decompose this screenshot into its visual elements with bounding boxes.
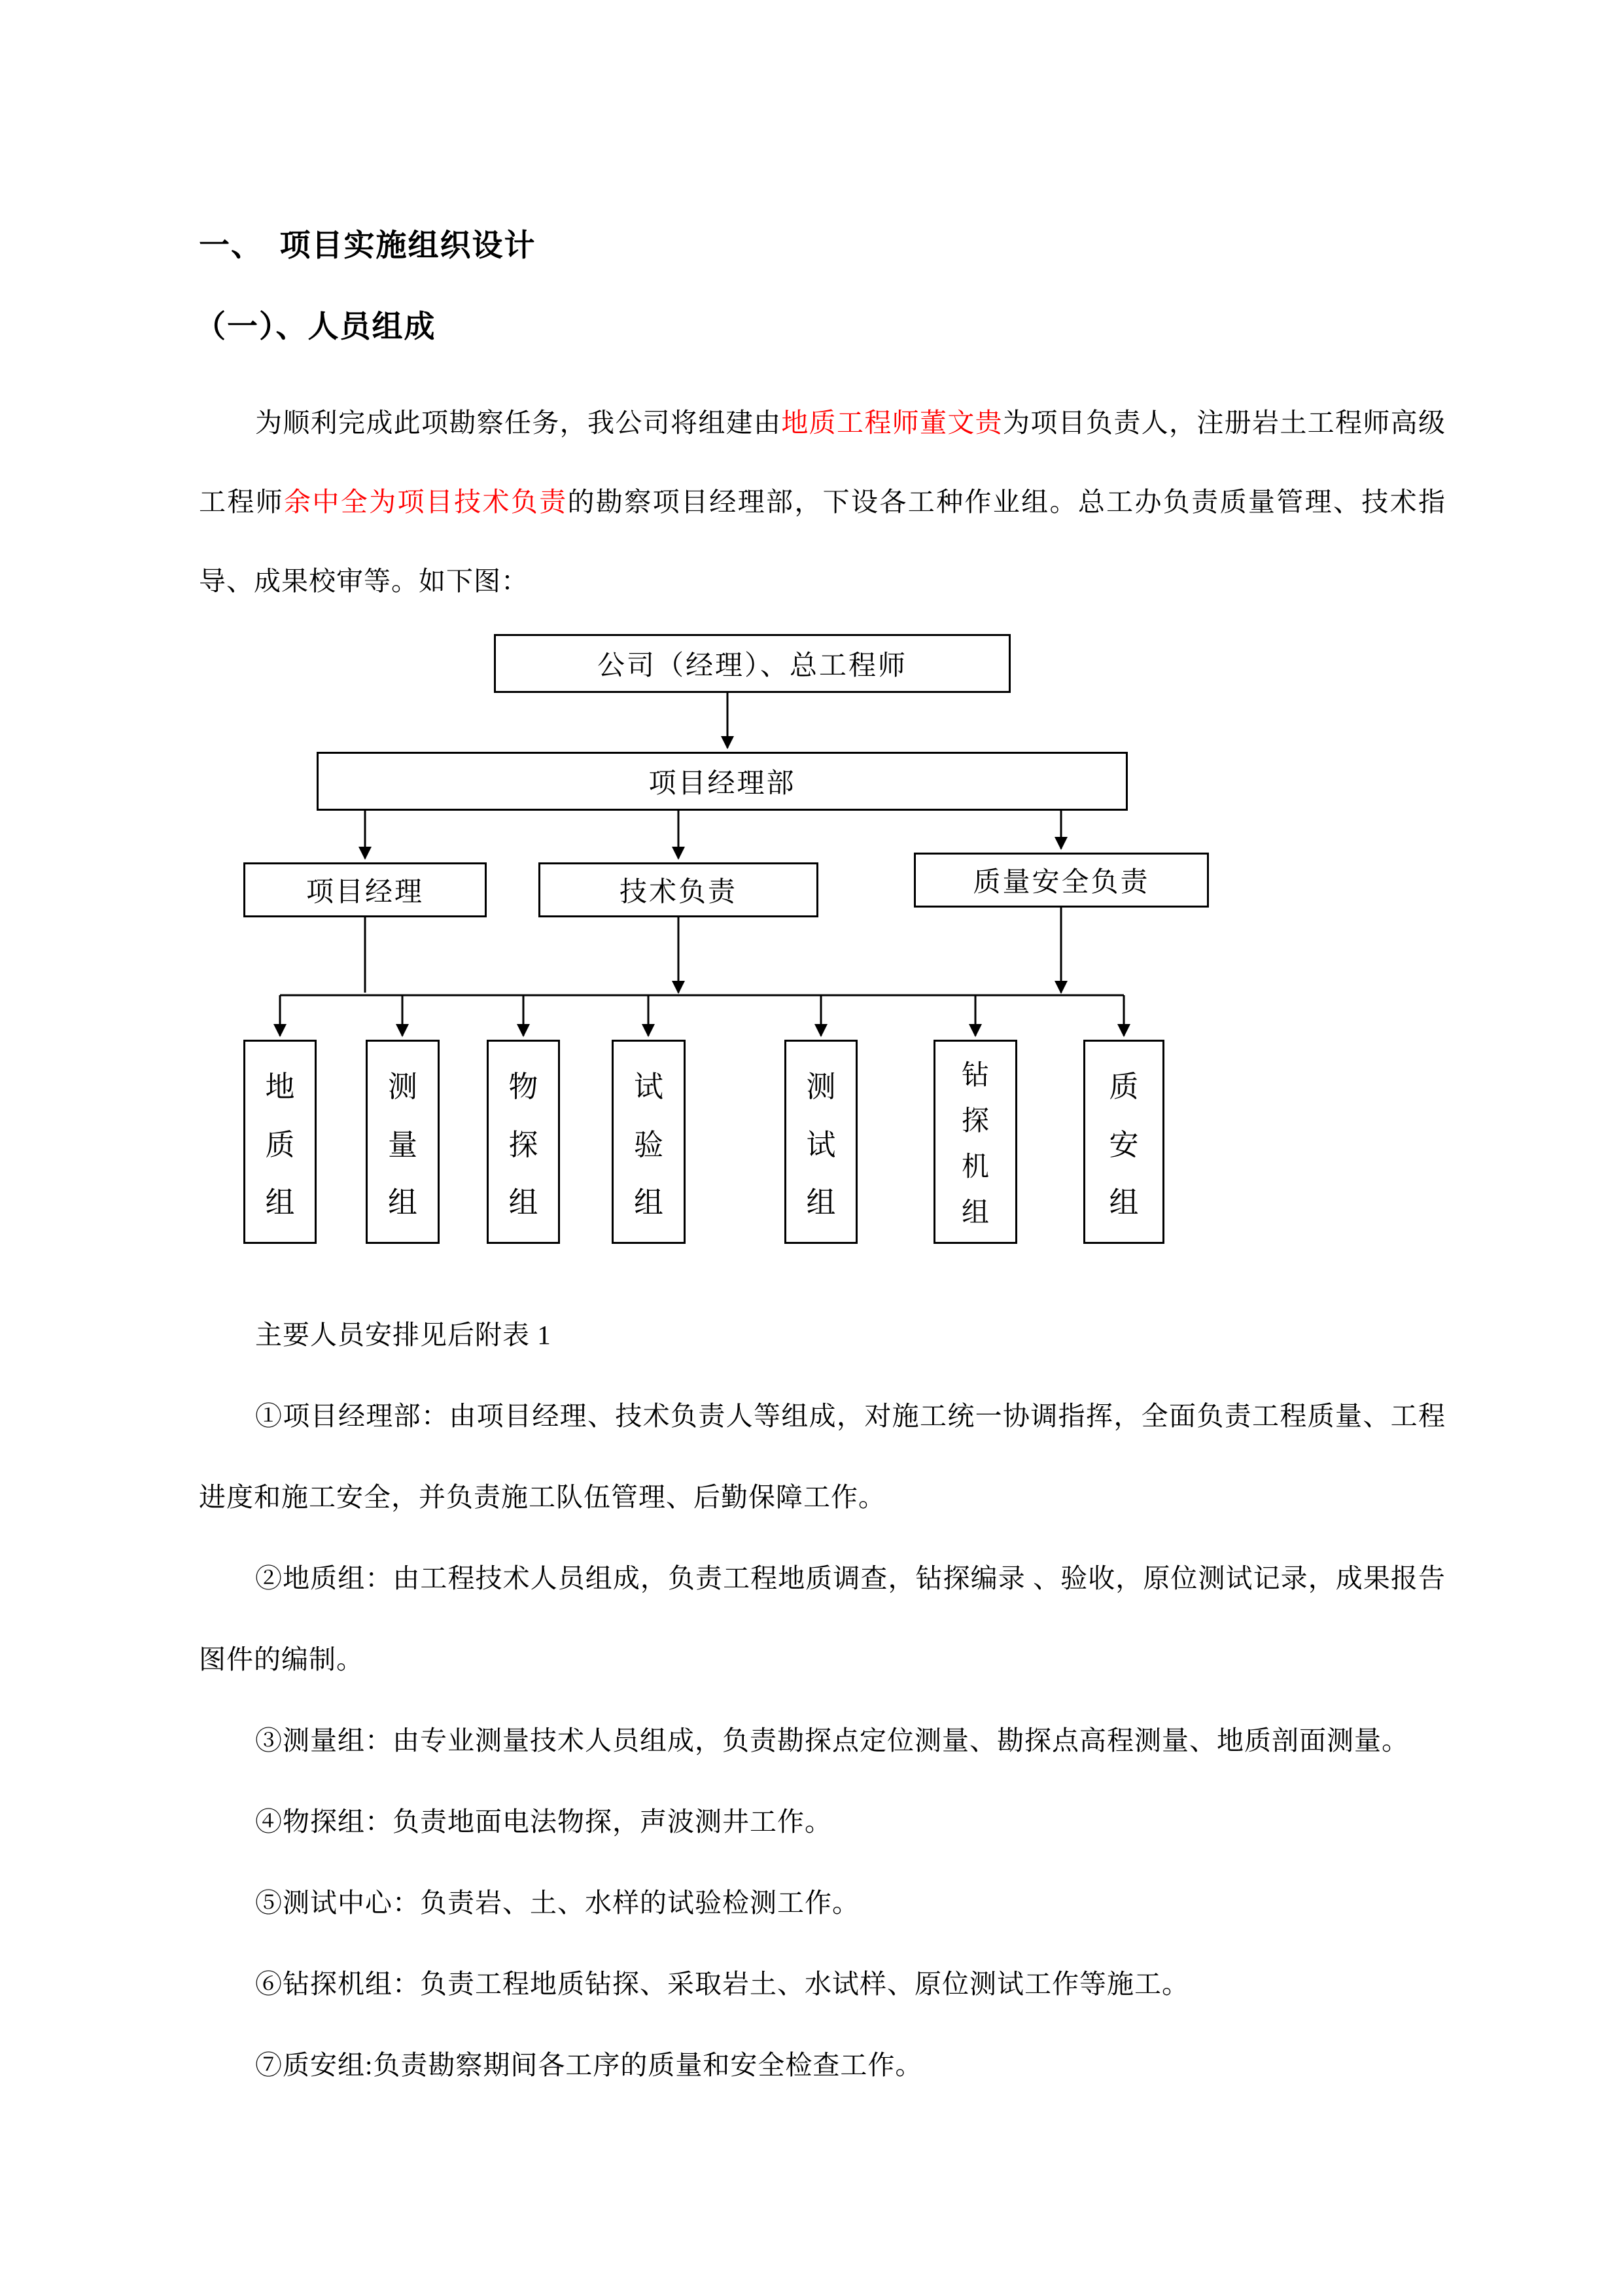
group-box-char: 组 [387, 1186, 417, 1220]
group-box-char: 探 [508, 1128, 538, 1161]
group-box-char: 试 [633, 1070, 663, 1103]
group-box-char: 探 [961, 1106, 989, 1137]
note-project-dept: ①项目经理部：由项目经理、技术负责人等组成，对施工统一协调指挥，全面负责工程质量、工程进度和施工安全，并负责施工队伍管理、后勤保障工作。 [199, 1401, 1446, 1512]
org-chart [196, 631, 1442, 1282]
group-box-char: 量 [387, 1128, 417, 1161]
group-box-char: 组 [508, 1186, 538, 1220]
note-quality-safety-group: ⑦质安组:负责勘察期间各工序的质量和安全检查工作。 [255, 2050, 923, 2080]
note-appendix-reference: 主要人员安排见后附表 1 [255, 1320, 551, 1350]
red-highlight-text: 余中全为项目技术负责 [284, 487, 568, 517]
group-box-char: 测 [387, 1070, 417, 1103]
group-box-char: 安 [1109, 1128, 1139, 1161]
group-box-char: 验 [633, 1128, 663, 1161]
group-box-char: 组 [806, 1186, 836, 1220]
group-box-char: 质 [1109, 1070, 1139, 1103]
note-survey-group: ③测量组：由专业测量技术人员组成，负责勘探点定位测量、勘探点高程测量、地质剖面测量。 [255, 1725, 1409, 1756]
subsection-heading: （一）、人员组成 [195, 310, 436, 344]
group-box-char: 物 [508, 1070, 538, 1103]
notes-section [199, 1294, 1446, 2106]
intro-paragraph [199, 383, 1446, 621]
note-geology-group: ②地质组：由工程技术人员组成，负责工程地质调查，钻探编录 、验收，原位测试记录，成果报告图件的编制。 [199, 1563, 1446, 1674]
quality-safety-group-box [1083, 1040, 1164, 1244]
survey-group-box [366, 1040, 440, 1244]
project-dept-box: 项目经理部 [317, 752, 1128, 811]
group-box-char: 测 [806, 1070, 836, 1103]
note-test-center: ⑤测试中心：负责岩、土、水样的试验检测工作。 [255, 1888, 860, 1918]
section-heading: 一、 项目实施组织设计 [199, 229, 536, 263]
note-geophysical-group: ④物探组：负责地面电法物探，声波测井工作。 [255, 1807, 832, 1837]
group-box-char: 组 [265, 1186, 295, 1220]
project-manager-box: 项目经理 [243, 862, 487, 917]
text-segment: 的勘察项目经理部，下设各工种作业组。总工办负责质量管理、技术指导、成果校审等。如下图： [199, 487, 1446, 596]
field-test-group-box [784, 1040, 858, 1244]
lab-test-group-box [612, 1040, 686, 1244]
text-segment: 为项目负责人，注册岩土工程师高级工程师 [199, 408, 1446, 517]
group-box-char: 机 [961, 1152, 989, 1182]
group-box-char: 地 [265, 1070, 295, 1103]
group-box-char: 钻 [961, 1061, 989, 1091]
group-box-char: 试 [806, 1128, 836, 1161]
note-drilling-crew: ⑥钻探机组：负责工程地质钻探、采取岩土、水试样、原位测试工作等施工。 [255, 1969, 1189, 1999]
text-segment: 为顺利完成此项勘察任务，我公司将组建由 [255, 408, 782, 438]
company-chief-engineer-box: 公司（经理）、总工程师 [494, 634, 1011, 693]
technical-lead-box: 技术负责 [538, 862, 818, 917]
geology-group-box [243, 1040, 317, 1244]
group-box-char: 组 [1109, 1186, 1139, 1220]
geophysical-group-box [487, 1040, 560, 1244]
quality-safety-lead-box: 质量安全负责 [914, 853, 1209, 908]
group-box-char: 组 [961, 1198, 989, 1228]
group-box-char: 组 [633, 1186, 663, 1220]
group-box-char: 质 [265, 1128, 295, 1161]
red-highlight-text: 地质工程师董文贵 [781, 408, 1003, 438]
drilling-crew-group-box [934, 1040, 1017, 1244]
